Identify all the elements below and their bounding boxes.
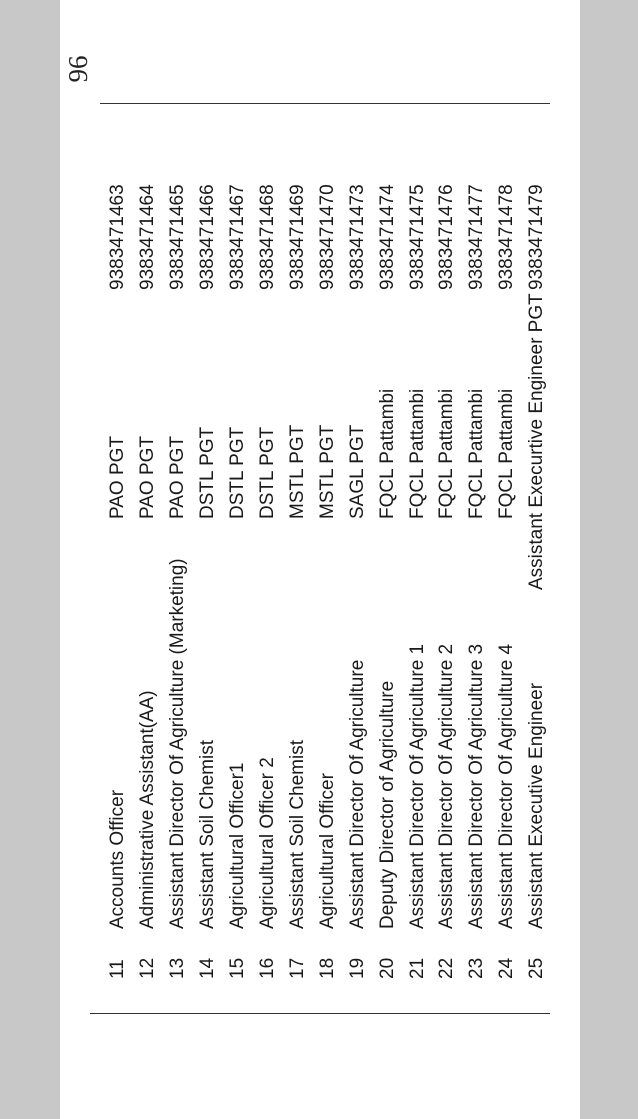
serial-number-cell: 23 [466,957,488,979]
phone-cell: 9383471475 [406,184,428,290]
table-row [133,0,163,1119]
designation-cell: Administrative Assistant(AA) [136,690,158,929]
office-cell: MSTL PGT [286,424,308,519]
office-cell: FQCL Pattambi [436,388,458,519]
office-cell: FQCL Pattambi [406,388,428,519]
office-cell: PAO PGT [107,435,128,519]
phone-cell: 9383471470 [316,184,338,290]
office-cell: DSTL PGT [196,426,218,519]
designation-cell: Assistant Director Of Agriculture [346,659,368,929]
phone-cell: 9383471479 [526,184,548,290]
phone-cell: 9383471478 [496,184,518,290]
designation-cell: Assistant Soil Chemist [286,739,308,929]
serial-number-cell: 16 [256,957,278,979]
serial-number-cell: 12 [136,957,158,979]
phone-cell: 9383471477 [466,184,488,290]
serial-number-cell: 15 [226,957,248,979]
designation-cell: Accounts Officer [107,789,128,929]
serial-number-cell: 17 [286,957,308,979]
serial-number-cell: 19 [346,957,368,979]
serial-number-cell: 11 [107,959,128,979]
phone-cell: 9383471476 [436,184,458,290]
phone-cell: 9383471468 [256,184,278,290]
serial-number-cell: 14 [196,957,218,979]
document-page [60,0,580,1119]
designation-cell: Deputy Director of Agriculture [376,680,398,929]
table-row [373,0,403,1119]
designation-cell: Assistant Soil Chemist [196,739,218,929]
designation-cell: Agricultural Officer1 [226,762,248,929]
office-cell: PAO PGT [166,435,188,519]
office-cell: MSTL PGT [316,424,338,519]
table-row [343,0,373,1119]
serial-number-cell: 18 [316,957,338,979]
phone-cell: 9383471473 [346,184,368,290]
phone-cell: 9383471474 [376,184,398,290]
table-row [163,0,193,1119]
serial-number-cell: 25 [526,957,548,979]
serial-number-cell: 20 [376,957,398,979]
page-number: 96 [63,55,93,83]
rotated-content [60,0,580,1119]
designation-cell: Assistant Director Of Agriculture 2 [436,643,458,929]
phone-cell: 9383471466 [196,184,218,290]
left-margin-band [0,0,60,1119]
right-margin-band [580,0,638,1119]
office-cell: PAO PGT [136,435,158,519]
office-cell: FQCL Pattambi [466,388,488,519]
designation-cell: Assistant Executive Engineer [526,682,548,929]
designation-cell: Agricultural Officer 2 [256,757,278,929]
office-cell: FQCL Pattambi [376,388,398,519]
phone-cell: 9383471465 [166,184,188,290]
phone-cell: 9383471463 [107,184,128,290]
table-row [283,0,313,1119]
designation-cell: Assistant Director Of Agriculture 1 [406,643,428,929]
designation-cell: Assistant Director Of Agriculture 3 [466,643,488,929]
office-cell: SAGL PGT [346,424,368,519]
phone-cell: 9383471469 [286,184,308,290]
table-row [432,0,462,1119]
table-row [223,0,253,1119]
serial-number-cell: 24 [496,957,518,979]
table-row [492,0,522,1119]
table-row [403,0,433,1119]
table-row [522,0,552,1119]
office-cell: FQCL Pattambi [496,388,518,519]
table-row [253,0,283,1119]
office-cell: Assistant Execurtive Engineer PGT [526,293,548,590]
designation-cell: Agricultural Officer [316,773,338,929]
designation-cell: Assistant Director Of Agriculture 4 [496,643,518,929]
serial-number-cell: 13 [166,957,188,979]
table-row [313,0,343,1119]
table-row [103,0,133,1119]
table-row [462,0,492,1119]
serial-number-cell: 21 [406,957,428,979]
table-row [193,0,223,1119]
office-cell: DSTL PGT [226,426,248,519]
phone-cell: 9383471467 [226,184,248,290]
office-cell: DSTL PGT [256,426,278,519]
designation-cell: Assistant Director Of Agriculture (Marketing) [166,558,188,929]
phone-cell: 9383471464 [136,184,158,290]
serial-number-cell: 22 [436,957,458,979]
